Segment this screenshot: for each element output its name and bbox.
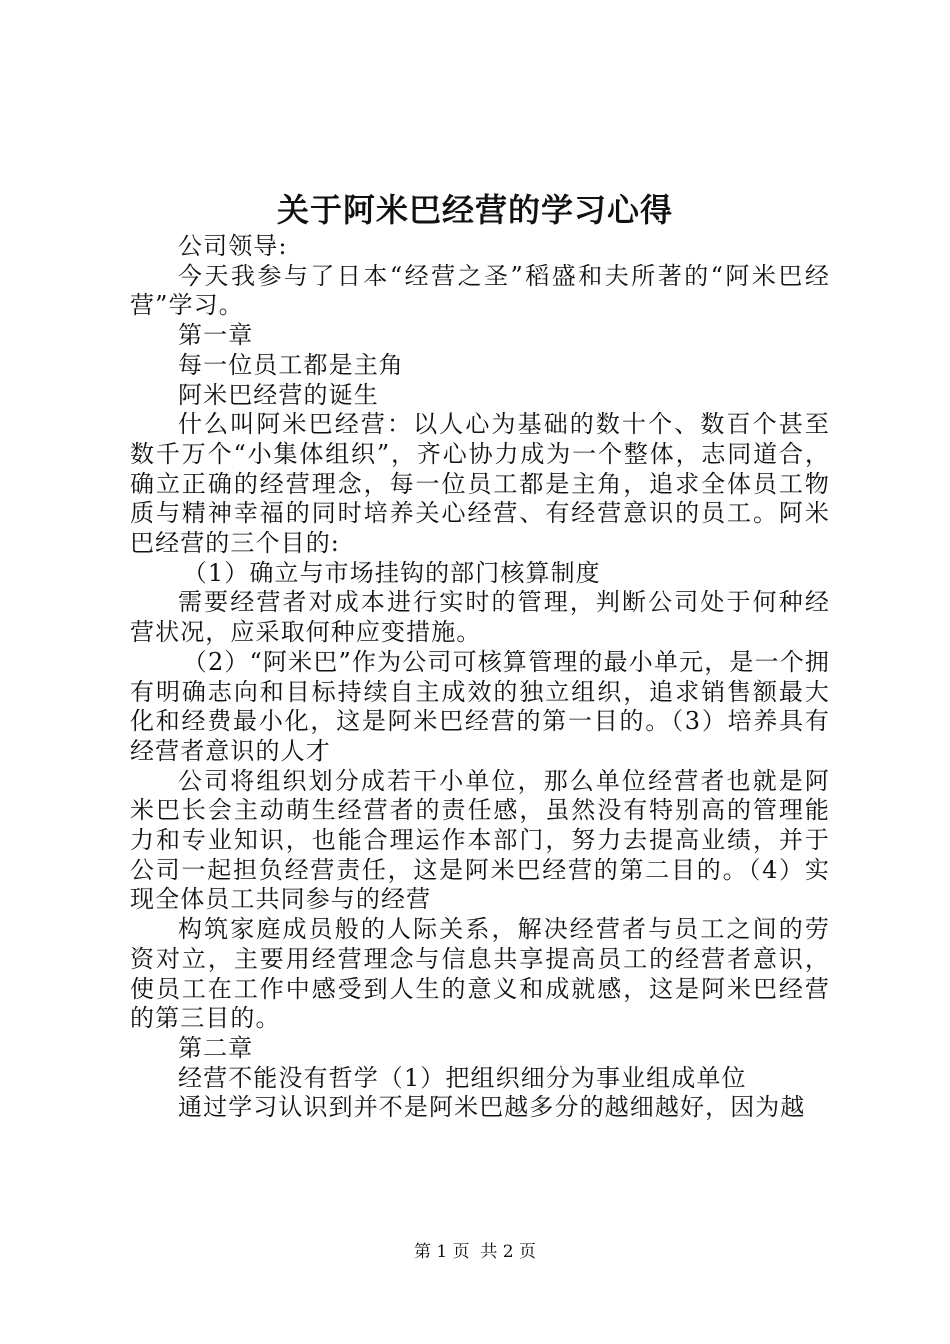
document-title: 关于阿米巴经营的学习心得 <box>276 191 673 229</box>
chapter-1-subtitle: 每一位员工都是主角 <box>178 350 404 379</box>
chapter-2-heading: 第二章 <box>178 1033 254 1062</box>
document-body <box>130 232 830 1123</box>
intro-paragraph: 今天我参与了日本“经营之圣”稻盛和夫所著的“阿米巴经营”学习。 <box>130 261 830 320</box>
chapter-1-heading: 第一章 <box>178 321 254 350</box>
section-heading: 阿米巴经营的诞生 <box>178 380 379 409</box>
chapter-2-subtitle: 经营不能没有哲学（1）把组织细分为事业组成单位 <box>178 1063 747 1092</box>
goal-3-paragraph: 公司将组织划分成若干小单位，那么单位经营者也就是阿米巴长会主动萌生经营者的责任感，虽然没有特别高的管理能力和专业知识，也能合理运作本部门，努力去提高业绩，并于公司一起担负经营责任，这是阿米巴经营的第二目的。（4）实现全体员工共同参与的经营 <box>130 766 830 914</box>
closing-paragraph: 通过学习认识到并不是阿米巴越多分的越细越好，因为越 <box>178 1093 806 1122</box>
page-footer <box>0 1240 950 1264</box>
goal-1-paragraph: 需要经营者对成本进行实时的管理，判断公司处于何种经营状况，应采取何种应变措施。 <box>130 588 830 647</box>
goal-1-heading: （1）确立与市场挂钩的部门核算制度 <box>182 558 601 587</box>
definition-paragraph: 什么叫阿米巴经营：以人心为基础的数十个、数百个甚至数千万个“小集体组织”，齐心协力成为一个整体，志同道合，确立正确的经营理念，每一位员工都是主角，追求全体员工物质与精神幸福的同时培养关心经营、有经营意识的员工。阿米巴经营的三个目的: <box>130 410 830 558</box>
goal-4-paragraph: 构筑家庭成员般的人际关系，解决经营者与员工之间的劳资对立，主要用经营理念与信息共享提高员工的经营者意识，使员工在工作中感受到人生的意义和成就感，这是阿米巴经营的第三目的。 <box>130 915 830 1033</box>
salutation: 公司领导: <box>178 232 288 260</box>
goal-2-paragraph: （2）“阿米巴”作为公司可核算管理的最小单元，是一个拥有明确志向和目标持续自主成效的独立组织，追求销售额最大化和经费最小化，这是阿米巴经营的第一目的。（3）培养具有经营者意识的人才 <box>130 647 830 765</box>
page-number: 第 1 页 共 2 页 <box>413 1242 537 1262</box>
